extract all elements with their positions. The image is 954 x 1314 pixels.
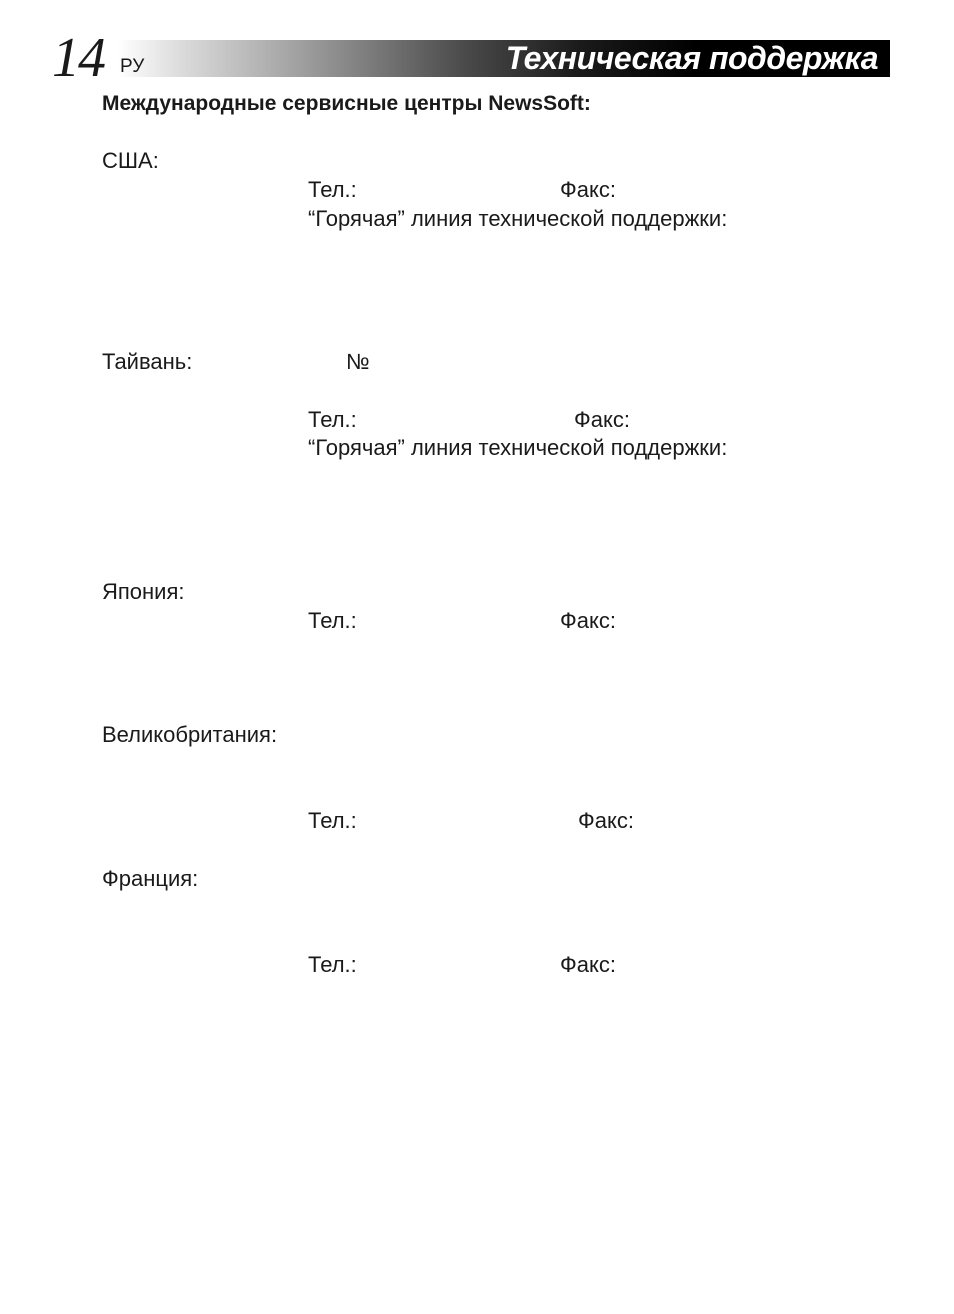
country-japan: Япония:	[102, 579, 185, 604]
page-title: Техническая поддержка	[505, 40, 878, 76]
taiwan-number-sign: №	[346, 349, 370, 374]
section-heading: Международные сервисные центры NewsSoft:	[102, 92, 591, 115]
country-uk: Великобритания:	[102, 722, 278, 747]
usa-tel-label: Тел.:	[308, 177, 357, 202]
country-usa: США:	[102, 148, 159, 173]
usa-hotline-label: “Горячая” линия технической поддержки:	[308, 206, 728, 231]
uk-tel-label: Тел.:	[308, 808, 357, 833]
japan-fax-label: Факс:	[560, 608, 616, 633]
taiwan-tel-label: Тел.:	[308, 407, 357, 432]
country-taiwan: Тайвань:	[102, 349, 193, 374]
uk-fax-label: Факс:	[578, 808, 634, 833]
france-tel-label: Тел.:	[308, 952, 357, 977]
taiwan-hotline-label: “Горячая” линия технической поддержки:	[308, 435, 728, 460]
japan-tel-label: Тел.:	[308, 608, 357, 633]
taiwan-fax-label: Факс:	[574, 407, 630, 432]
page-language: РУ	[120, 56, 145, 77]
usa-fax-label: Факс:	[560, 177, 616, 202]
page-number: 14	[52, 27, 104, 89]
france-fax-label: Факс:	[560, 952, 616, 977]
country-france: Франция:	[102, 866, 199, 891]
